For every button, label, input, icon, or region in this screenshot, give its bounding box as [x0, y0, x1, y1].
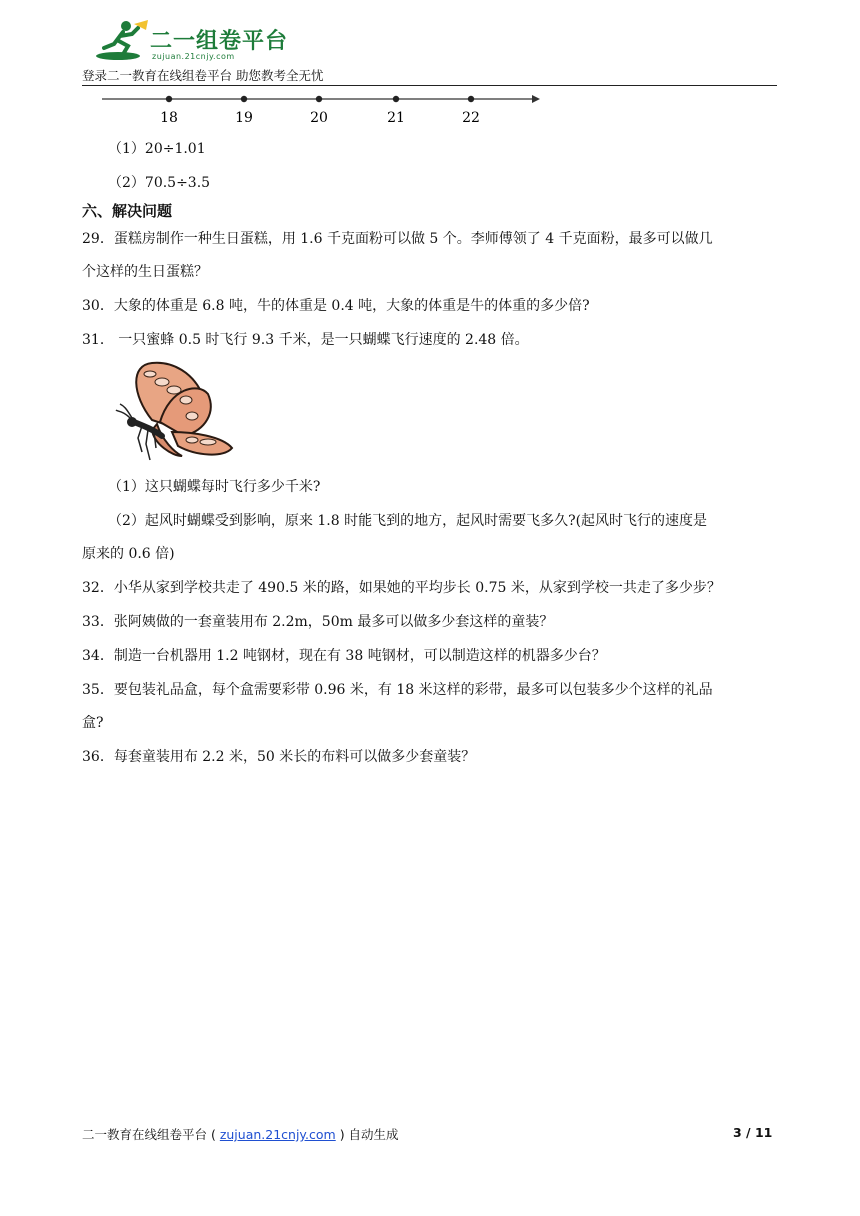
butterfly-illustration: [112, 360, 240, 466]
number-line-point: [166, 96, 172, 102]
page-number: 3 / 11: [733, 1125, 773, 1140]
footer-source: [82, 1125, 399, 1143]
logo-wordmark: 二一组卷平台: [150, 29, 289, 54]
number-line-tick: 21: [387, 110, 405, 126]
section-title: 六、解决问题: [82, 202, 173, 220]
number-line-tick: 19: [235, 110, 253, 126]
problem-33: 33．张阿姨做的一套童装用布 2.2m，50m 最多可以做多少套这样的童装？: [82, 614, 554, 630]
number-line-point: [393, 96, 399, 102]
problem-34: 34．制造一台机器用 1.2 吨钢材，现在有 38 吨钢材，可以制造这样的机器多少台？: [82, 648, 606, 664]
problem-31-q2-cont: 原来的 0.6 倍): [82, 546, 175, 562]
problem-31-q2: （2）起风时蝴蝶受到影响，原来 1.8 时能飞到的地方，起风时需要飞多久?(起风时飞行的速度是: [108, 513, 708, 529]
footer-prefix: 二一教育在线组卷平台 (: [82, 1127, 220, 1142]
logo-subtext: zujuan.21cnjy.com: [152, 52, 235, 61]
problem-31: 31． 一只蜜蜂 0.5 时飞行 9.3 千米，是一只蝴蝶飞行速度的 2.48 倍。: [82, 332, 529, 348]
calc-item: （2）70.5÷3.5: [108, 175, 211, 191]
problem-30: 30．大象的体重是 6.8 吨，牛的体重是 0.4 吨，大象的体重是牛的体重的多少倍?: [82, 298, 590, 314]
footer-suffix: ) 自动生成: [335, 1127, 399, 1142]
problem-31-q1: （1）这只蝴蝶每时飞行多少千米?: [108, 479, 321, 495]
problem-35: 35．要包装礼品盒，每个盒需要彩带 0.96 米，有 18 米这样的彩带，最多可以包装多少个这样的礼品: [82, 682, 713, 698]
number-line-point: [468, 96, 474, 102]
footer-site-link[interactable]: zujuan.21cnjy.com: [219, 1127, 336, 1142]
number-line: [100, 90, 540, 130]
header-divider: [82, 85, 777, 86]
header-tagline: 登录二一教育在线组卷平台 助您教考全无忧: [82, 68, 324, 83]
problem-29: 29．蛋糕房制作一种生日蛋糕，用 1.6 千克面粉可以做 5 个。李师傅领了 4 千克面粉，最多可以做几: [82, 231, 713, 247]
number-line-point: [241, 96, 247, 102]
problem-32: 32．小华从家到学校共走了 490.5 米的路，如果她的平均步长 0.75 米，从家到学校一共走了多少步？: [82, 580, 721, 596]
number-line-tick: 18: [160, 110, 178, 126]
number-line-tick: 20: [310, 110, 328, 126]
number-line-tick: 22: [462, 110, 480, 126]
problem-36: 36．每套童装用布 2.2 米，50 米长的布料可以做多少套童装？: [82, 749, 476, 765]
problem-35-cont: 盒?: [82, 715, 104, 731]
number-line-point: [316, 96, 322, 102]
calc-item: （1）20÷1.01: [108, 141, 206, 157]
problem-29-cont: 个这样的生日蛋糕？: [82, 264, 208, 280]
